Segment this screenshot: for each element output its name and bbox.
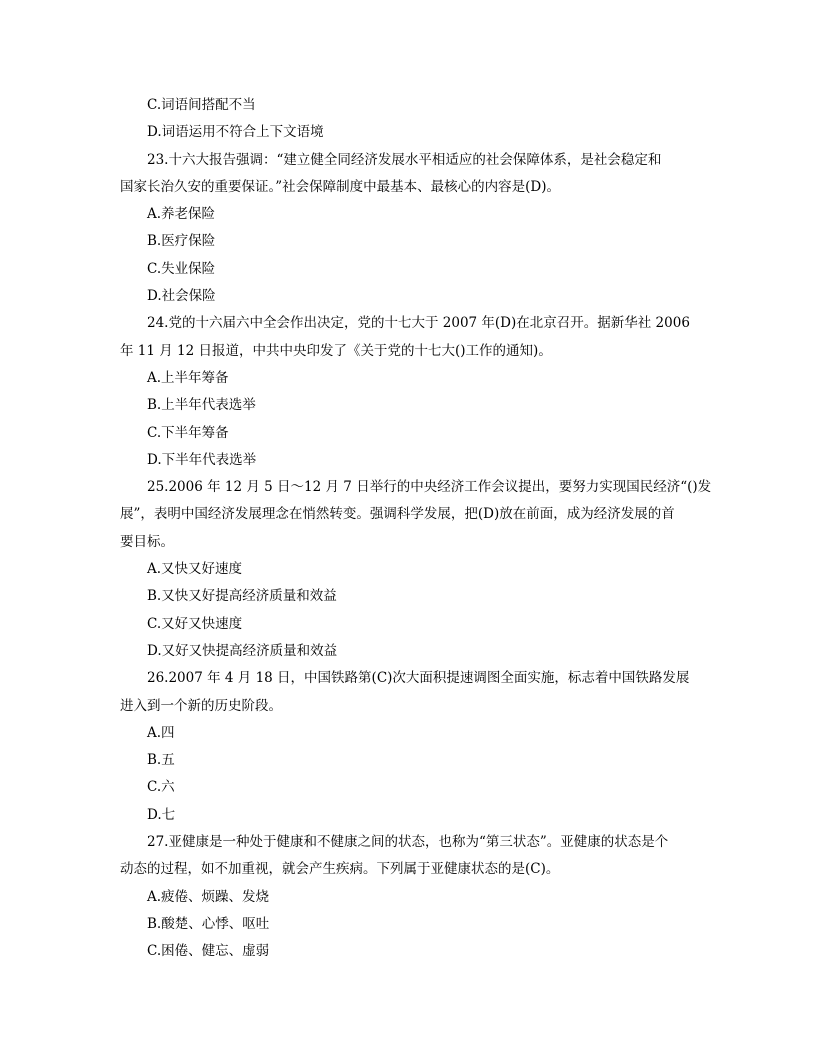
option-line: B.酸楚、心悸、呕吐 [147,915,270,932]
option-line: C.失业保险 [147,260,216,277]
option-line: C.又好又快速度 [147,615,243,632]
option-line: D.社会保险 [147,288,216,305]
option-line: D.词语运用不符合上下文语境 [147,124,324,141]
option-line: A.上半年筹备 [147,369,229,386]
question-26-line-2: 进入到一个新的历史阶段。 [120,697,282,714]
question-27-line-1: 27.亚健康是一种处于健康和不健康之间的状态，也称为“第三状态”。亚健康的状态是个 [147,834,669,851]
document-body [120,92,712,966]
option-line: B.又快又好提高经济质量和效益 [147,588,337,605]
option-line: B.上半年代表选举 [147,397,256,414]
option-line: D.七 [147,806,176,823]
question-26-line-1: 26.2007 年 4 月 18 日，中国铁路第(C)次大面积提速调图全面实施，标志着中国铁路发展 [147,670,690,687]
question-24-line-1: 24.党的十六届六中全会作出决定，党的十七大于 2007 年(D)在北京召开。据新华社 2006 [147,315,690,332]
question-23-line-2: 国家长治久安的重要保证。”社会保障制度中最基本、最核心的内容是(D)。 [120,178,561,195]
option-line: D.下半年代表选举 [147,451,257,468]
question-23-line-1: 23.十六大报告强调：“建立健全同经济发展水平相适应的社会保障体系，是社会稳定和 [147,151,662,168]
option-line: C.下半年筹备 [147,424,229,441]
question-27-line-2: 动态的过程，如不加重视，就会产生疾病。下列属于亚健康状态的是(C)。 [120,861,560,878]
question-25-line-2: 展”，表明中国经济发展理念在悄然转变。强调科学发展，把(D)放在前面，成为经济发展的首 [120,506,675,523]
option-line: C.困倦、健忘、虚弱 [147,943,270,960]
option-line: A.又快又好速度 [147,561,243,578]
option-line: A.养老保险 [147,206,216,223]
option-line: B.五 [147,752,175,769]
option-line: A.疲倦、烦躁、发烧 [147,888,270,905]
option-line: C.词语间搭配不当 [147,97,256,113]
option-line: C.六 [147,779,175,796]
option-line: A.四 [147,724,175,741]
question-24-line-2: 年 11 月 12 日报道，中共中央印发了《关于党的十七大()工作的通知)。 [120,342,552,359]
option-line: B.医疗保险 [147,233,216,250]
question-25-line-1: 25.2006 年 12 月 5 日～12 月 7 日举行的中央经济工作会议提出，要努力实现国民经济“()发 [147,479,712,496]
option-line: D.又好又快提高经济质量和效益 [147,642,338,659]
question-25-line-3: 要目标。 [120,533,174,550]
